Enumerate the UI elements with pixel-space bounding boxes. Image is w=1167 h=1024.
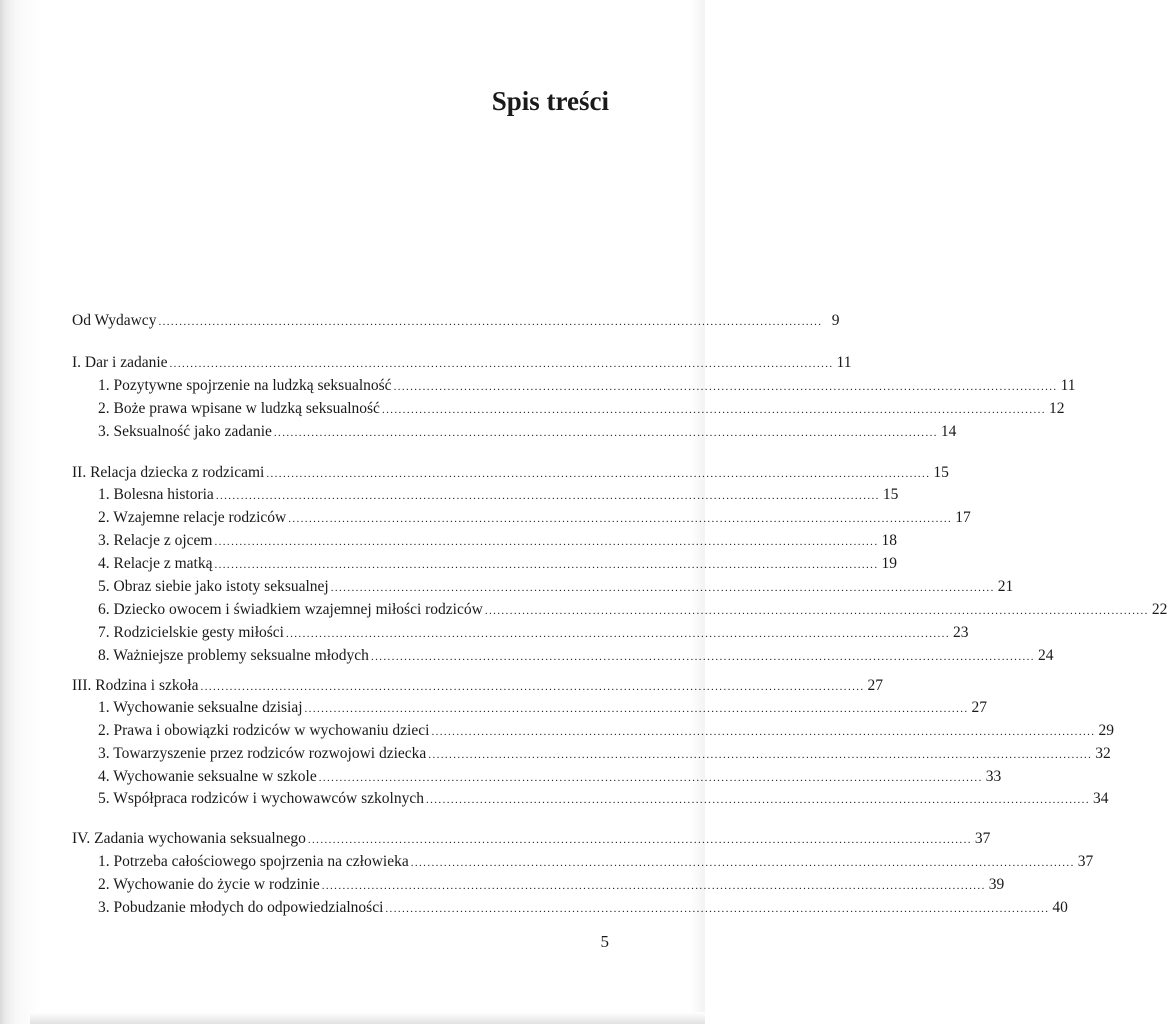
toc-page-number: 14 xyxy=(940,423,957,440)
toc-leader-dots: ................................................................................................................................................................ xyxy=(285,628,950,640)
toc-leader-dots: ................................................................................................................................................................ xyxy=(381,404,1046,416)
toc-subentry xyxy=(72,554,897,574)
toc-page-number: 11 xyxy=(1060,377,1076,394)
toc-leader-dots: ................................................................................................................................................................ xyxy=(304,703,969,715)
toc-entry-title: 1. Bolesna historia xyxy=(98,486,214,503)
toc-subentry xyxy=(72,721,1114,741)
toc-leader-dots: ................................................................................................................................................................ xyxy=(484,605,1149,617)
toc-subentry xyxy=(72,852,1094,872)
toc-chapter xyxy=(72,353,852,373)
toc-leader-dots: ................................................................................................................................................................ xyxy=(428,749,1093,761)
toc-chapter xyxy=(72,311,840,331)
toc-page-number: 34 xyxy=(1092,790,1109,807)
toc-entry-title: 4. Wychowanie seksualne w szkole xyxy=(98,768,317,785)
toc-page-number: 33 xyxy=(985,768,1002,785)
toc-page-number: 23 xyxy=(952,624,969,641)
toc-page-number: 27 xyxy=(867,677,884,694)
toc-entry-title: 6. Dziecko owocem i świadkiem wzajemnej miłości rodziców xyxy=(98,601,483,618)
toc-page-number: 17 xyxy=(955,509,971,526)
toc-entry-title: 3. Relacje z ojcem xyxy=(98,532,213,549)
toc-leader-dots: ................................................................................................................................................................ xyxy=(393,381,1058,393)
toc-entry-title: 2. Prawa i obowiązki rodziców w wychowaniu dzieci xyxy=(98,722,430,739)
toc-chapter xyxy=(72,676,884,696)
toc-entry-title: 2. Boże prawa wpisane w ludzką seksualność xyxy=(98,400,380,417)
toc-subentry xyxy=(72,744,1111,764)
toc-entry-title: 5. Współpraca rodziców i wychowawców szkolnych xyxy=(98,790,424,807)
toc-page-number: 24 xyxy=(1037,647,1054,664)
toc-entry-title: 8. Ważniejsze problemy seksualne młodych xyxy=(98,647,369,664)
toc-page-number: 22 xyxy=(1151,601,1167,618)
toc-subentry xyxy=(72,376,1076,396)
toc-leader-dots: ................................................................................................................................................................ xyxy=(431,726,1096,738)
toc-leader-dots: ................................................................................................................................................................ xyxy=(307,834,972,846)
page-edge-shadow xyxy=(30,1012,705,1024)
toc-page-number: 37 xyxy=(1077,853,1094,870)
toc-entry-title: Od Wydawcy xyxy=(72,312,157,329)
toc-entry-title: IV. Zadania wychowania seksualnego xyxy=(72,830,306,847)
page-number: 5 xyxy=(600,932,609,951)
toc-subentry xyxy=(72,875,1005,895)
toc-subentry xyxy=(72,600,1167,620)
toc-subentry xyxy=(72,577,1014,597)
toc-subentry xyxy=(72,485,899,505)
toc-entry-title: 7. Rodzicielskie gesty miłości xyxy=(98,624,284,641)
toc-subentry xyxy=(72,399,1065,419)
toc-leader-dots: ................................................................................................................................................................ xyxy=(266,468,931,480)
toc-entry-title: I. Dar i zadanie xyxy=(72,354,168,371)
toc-subentry xyxy=(72,789,1109,809)
toc-page-number: 27 xyxy=(971,699,988,716)
toc-page-number: 15 xyxy=(933,464,949,481)
toc-page-number: 15 xyxy=(882,486,899,503)
toc-page-number: 29 xyxy=(1098,722,1114,739)
toc-page-number: 11 xyxy=(836,354,852,371)
toc-leader-dots: ................................................................................................................................................................ xyxy=(158,316,823,328)
toc-entry-title: 2. Wzajemne relacje rodziców xyxy=(98,509,287,526)
toc-entry-title: II. Relacja dziecka z rodzicami xyxy=(72,464,265,481)
toc-subentry xyxy=(72,767,1002,787)
toc-entry-title: 1. Potrzeba całościowego spojrzenia na człowieka xyxy=(98,853,409,870)
toc-leader-dots: ................................................................................................................................................................ xyxy=(321,880,986,892)
toc-leader-dots: ................................................................................................................................................................ xyxy=(200,681,865,693)
toc-page-number: 18 xyxy=(881,532,897,549)
toc-leader-dots: ................................................................................................................................................................ xyxy=(273,427,938,439)
toc-page-number: 37 xyxy=(974,830,991,847)
toc-entry-title: 3. Seksualność jako zadanie xyxy=(98,423,272,440)
toc-page-number: 32 xyxy=(1095,745,1111,762)
toc-entry-title: III. Rodzina i szkoła xyxy=(72,677,199,694)
page-title: Spis treści xyxy=(491,86,609,116)
toc-leader-dots: ................................................................................................................................................................ xyxy=(169,358,834,370)
toc-leader-dots: ................................................................................................................................................................ xyxy=(370,651,1035,663)
toc-entry-title: 5. Obraz siebie jako istoty seksualnej xyxy=(98,578,329,595)
toc-subentry xyxy=(72,422,957,442)
toc-entry-title: 2. Wychowanie do życie w rodzinie xyxy=(98,876,320,893)
toc-page-number: 12 xyxy=(1048,400,1065,417)
toc-subentry xyxy=(72,623,969,643)
toc-leader-dots: ................................................................................................................................................................ xyxy=(330,582,995,594)
toc-chapter xyxy=(72,463,949,483)
toc-chapter xyxy=(72,829,991,849)
toc-page-number: 39 xyxy=(988,876,1005,893)
toc-page-number: 19 xyxy=(881,555,897,572)
toc-leader-dots: ................................................................................................................................................................ xyxy=(410,857,1075,869)
toc-entry-title: 1. Wychowanie seksualne dzisiaj xyxy=(98,699,303,716)
toc-entry-title: 3. Pobudzanie młodych do odpowiedzialności xyxy=(98,899,384,916)
toc-leader-dots: ................................................................................................................................................................ xyxy=(288,513,953,525)
toc-page-number: 21 xyxy=(997,578,1014,595)
toc-entry-title: 4. Relacje z matką xyxy=(98,555,213,572)
toc-leader-dots: ................................................................................................................................................................ xyxy=(425,794,1090,806)
toc-leader-dots: ................................................................................................................................................................ xyxy=(214,536,879,548)
toc-subentry xyxy=(72,531,897,551)
toc-entry-title: 1. Pozytywne spojrzenie na ludzką seksualność xyxy=(98,377,392,394)
toc-page-number: 40 xyxy=(1052,899,1068,916)
toc-page-number: 9 xyxy=(831,312,840,329)
toc-leader-dots: ................................................................................................................................................................ xyxy=(318,772,983,784)
toc-subentry xyxy=(72,698,988,718)
toc-entry-title: 3. Towarzyszenie przez rodziców rozwojowi dziecka xyxy=(98,745,427,762)
toc-leader-dots: ................................................................................................................................................................ xyxy=(385,903,1050,915)
toc-leader-dots: ................................................................................................................................................................ xyxy=(214,559,879,571)
toc-leader-dots: ................................................................................................................................................................ xyxy=(215,490,880,502)
toc-subentry xyxy=(72,508,971,528)
toc-subentry xyxy=(72,646,1054,666)
toc-subentry xyxy=(72,898,1068,918)
